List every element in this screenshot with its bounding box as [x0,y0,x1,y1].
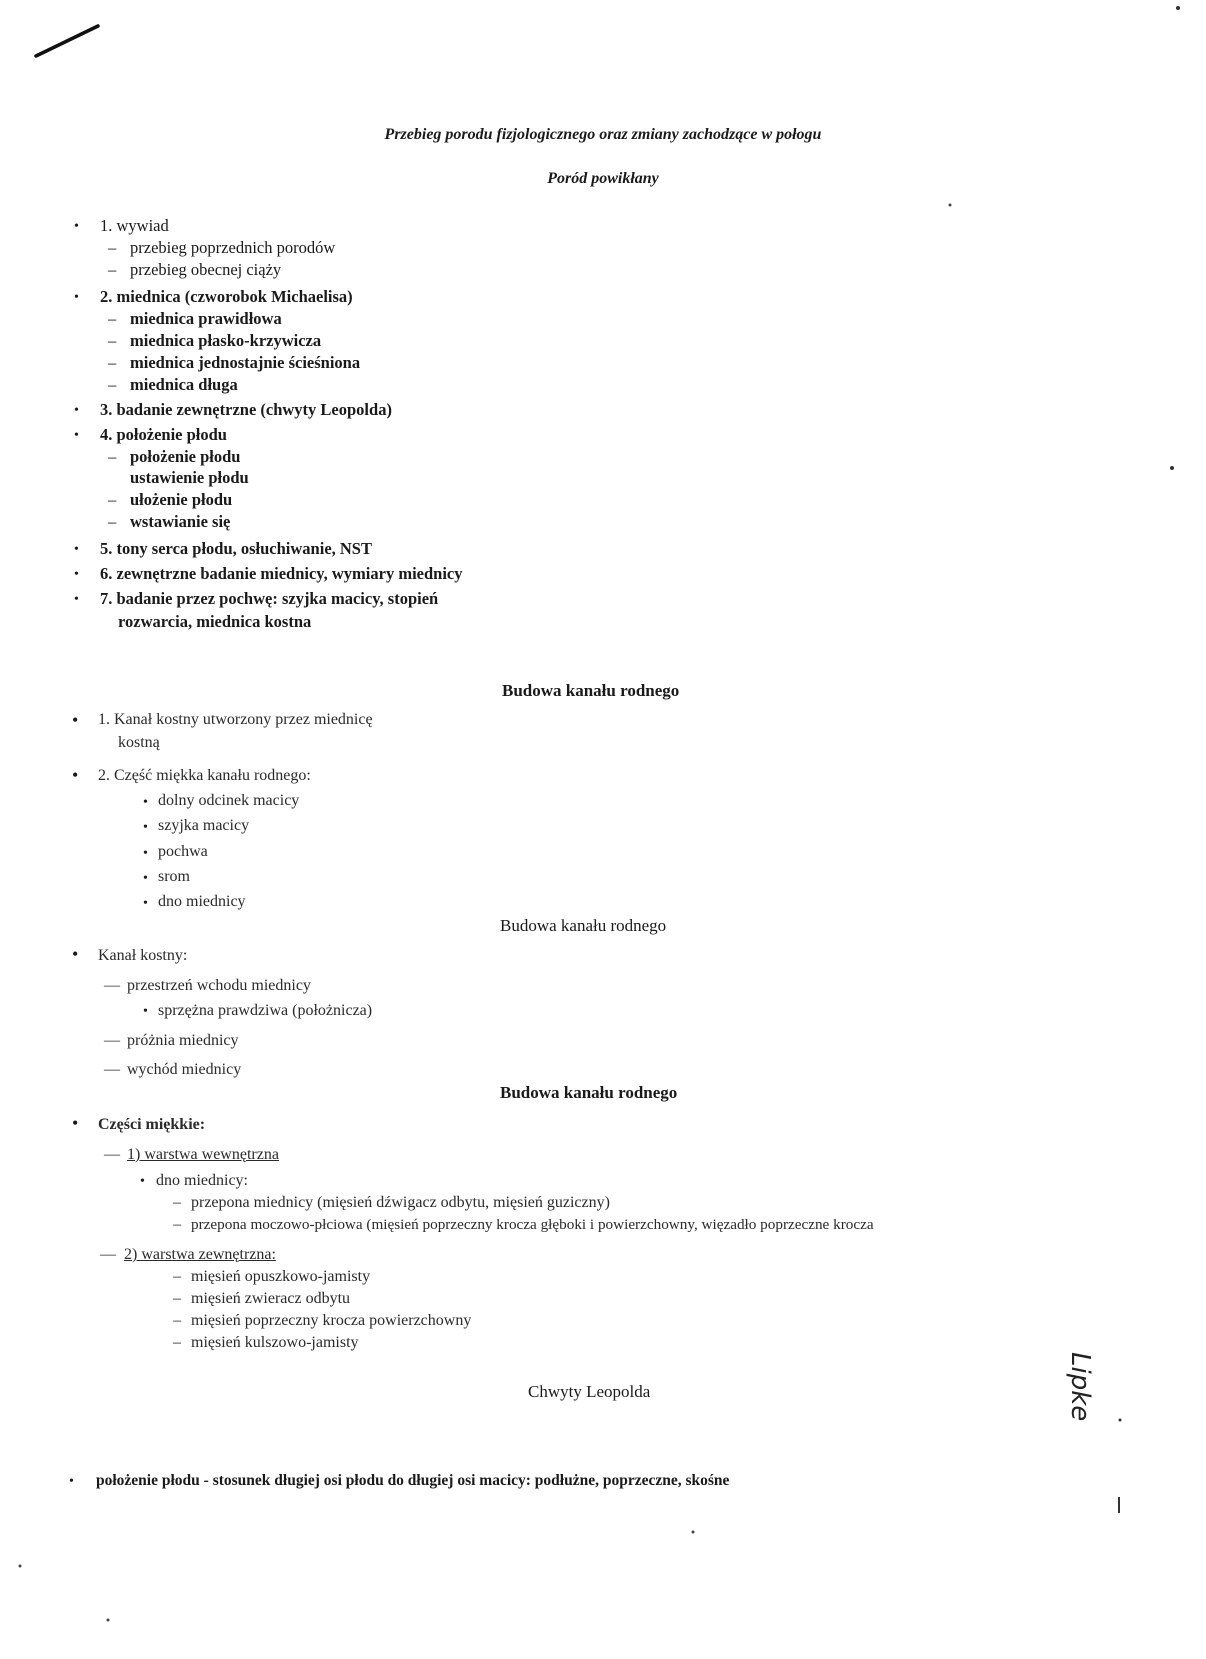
bullet-icon: • [74,403,79,418]
dash-icon: — [100,1246,116,1263]
dash-icon: – [108,238,117,257]
list-item: próżnia miednicy [127,1032,239,1049]
bullet-icon: • [72,944,79,964]
dash-icon: – [108,309,117,328]
list-item: 2. miednica (czworobok Michaelisa) [100,287,353,306]
list-item: mięsień kulszowo-jamisty [191,1334,359,1351]
list-item: 1. wywiad [100,216,169,235]
list-item: srom [158,868,190,885]
section-heading: Budowa kanału rodnego [500,1083,678,1102]
page-subtitle: Poród powikłany [547,170,659,187]
bullet-icon: • [143,871,148,886]
section-heading: Budowa kanału rodnego [502,681,680,700]
list-item: mięsień opuszkowo-jamisty [191,1268,371,1285]
dash-icon: — [104,1061,120,1078]
list-item: położenie płodu - stosunek długiej osi płodu do długiej osi macicy: podłużne, poprzeczne, skośne [96,1472,730,1489]
bullet-icon: • [74,219,79,234]
bullet-icon: • [143,1004,148,1019]
list-item: 6. zewnętrzne badanie miednicy, wymiary miednicy [100,564,463,583]
list-item: dolny odcinek macicy [158,792,300,809]
bullet-icon: • [72,1113,79,1133]
dash-icon: – [108,353,117,372]
list-item: Części miękkie: [98,1116,206,1133]
page-title: Przebieg porodu fizjologicznego oraz zmiany zachodzące w połogu [384,126,822,143]
list-item: Kanał kostny: [98,947,188,964]
bullet-icon: • [72,765,79,785]
list-item: 2. Część miękka kanału rodnego: [98,767,311,784]
list-item: kostną [118,734,160,751]
bullet-icon: • [69,1474,74,1489]
dash-icon: – [173,1334,181,1351]
list-item: wstawianie się [130,512,231,531]
list-item: dno miednicy [158,893,246,910]
dash-icon: – [108,490,117,509]
list-item: mięsień poprzeczny krocza powierzchowny [191,1312,472,1329]
dash-icon: – [173,1194,181,1211]
list-item-text: 1) warstwa wewnętrzna [127,1146,279,1163]
list-item: ułożenie płodu [130,490,233,509]
dash-icon: — [104,1032,120,1049]
bullet-icon: • [74,428,79,443]
list-item: przebieg poprzednich porodów [130,238,336,257]
dash-icon: – [108,447,117,466]
handwritten-annotation: Lipke [1065,1352,1095,1422]
bullet-icon: • [74,567,79,582]
list-item: sprzężna prawdziwa (położnicza) [158,1002,373,1019]
list-item: położenie płodu [130,447,241,466]
list-item: przepona moczowo-płciowa (mięsień poprzeczny krocza głęboki i powierzchowny, więzadło poprzeczne krocza [191,1216,874,1233]
section-heading: Chwyty Leopolda [528,1382,651,1401]
bullet-icon: • [72,710,79,730]
bullet-icon: • [143,896,148,911]
bullet-icon: • [140,1174,145,1189]
list-item: wychód miednicy [127,1061,242,1078]
dash-icon: – [108,331,117,350]
list-item: mięsień zwieracz odbytu [191,1290,351,1307]
list-item: przebieg obecnej ciąży [130,260,282,279]
list-item: miednica długa [130,375,238,394]
dash-icon: — [104,1146,120,1163]
dash-icon: – [108,375,117,394]
bullet-icon: • [143,846,148,861]
dash-icon: – [173,1290,181,1307]
list-item: miednica jednostajnie ścieśniona [130,353,361,372]
list-item: miednica płasko-krzywicza [130,331,322,350]
bullet-icon: • [143,820,148,835]
list-item: szyjka macicy [158,817,250,834]
list-item-text: 2) warstwa zewnętrzna: [124,1246,276,1263]
list-item: miednica prawidłowa [130,309,282,328]
list-item: dno miednicy: [156,1172,248,1189]
bullet-icon: • [74,592,79,607]
list-item: 3. badanie zewnętrzne (chwyty Leopolda) [100,400,392,419]
list-item: 5. tony serca płodu, osłuchiwanie, NST [100,539,372,558]
list-item: 7. badanie przez pochwę: szyjka macicy, stopień [100,589,439,608]
dash-icon: – [108,512,117,531]
list-item: 1. Kanał kostny utworzony przez miednicę [98,711,373,728]
section-heading: Budowa kanału rodnego [500,916,667,935]
list-item: rozwarcia, miednica kostna [118,612,312,631]
list-item: przepona miednicy (mięsień dźwigacz odbytu, mięsień guziczny) [191,1194,610,1211]
bullet-icon: • [74,542,79,557]
bullet-icon: • [74,290,79,305]
dash-icon: – [173,1268,181,1285]
dash-icon: — [104,977,120,994]
list-item: przestrzeń wchodu miednicy [127,977,311,994]
dash-icon: – [108,260,117,279]
list-item: pochwa [158,843,208,860]
dash-icon: – [173,1312,181,1329]
dash-icon: – [173,1216,181,1233]
bullet-icon: • [143,795,148,810]
list-item: ustawienie płodu [130,468,249,487]
list-item: 4. położenie płodu [100,425,227,444]
